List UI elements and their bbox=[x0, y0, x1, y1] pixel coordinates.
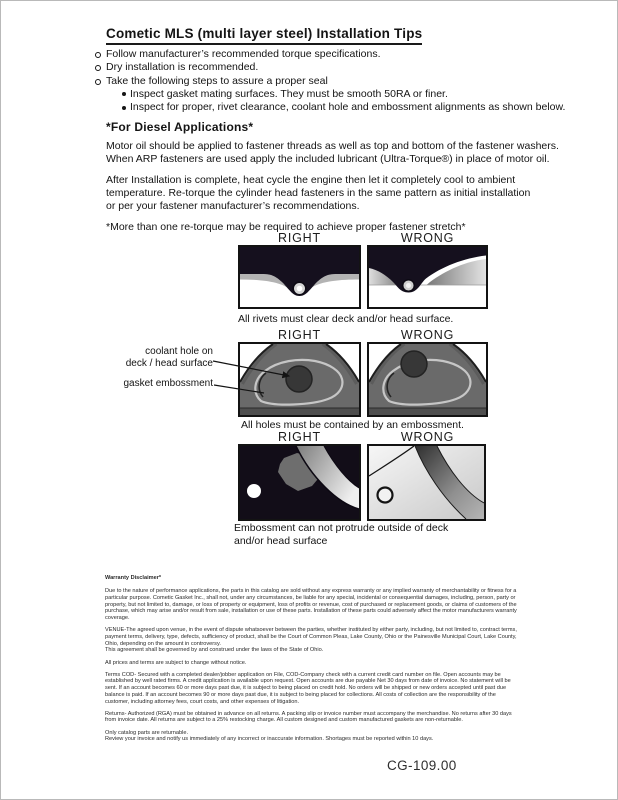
protrusion-wrong-figure bbox=[367, 444, 486, 521]
open-bullet-icon bbox=[95, 65, 101, 71]
diesel-section bbox=[106, 120, 559, 235]
coolant-hole-label: coolant hole on deck / head surface bbox=[125, 346, 213, 369]
open-bullet-icon bbox=[95, 52, 101, 58]
tip-text: Dry installation is recommended. bbox=[106, 61, 259, 74]
warranty-paragraph: All prices and terms are subject to change without notice. bbox=[105, 659, 247, 666]
list-item bbox=[95, 75, 565, 88]
retorque-note: *More than one re-torque may be required to achieve proper fastener stretch* bbox=[106, 221, 466, 234]
wrong-label: WRONG bbox=[400, 430, 455, 444]
paragraph-line: temperature. Re-torque the cylinder head fasteners in the same pattern as initial installation bbox=[106, 186, 531, 199]
list-item bbox=[95, 48, 565, 61]
warranty-paragraph: Only catalog parts are returnable. Review your invoice and notify us immediately of any incorrect or inaccurate information. Shortages must be reported within 10 days. bbox=[105, 729, 434, 743]
paragraph-line: When ARP fasteners are used apply the included lubricant (Ultra-Torque®) in place of motor oil. bbox=[106, 153, 550, 166]
protrusion-right-figure bbox=[238, 444, 361, 521]
paragraph-line: After Installation is complete, heat cycle the engine then let it completely cool to ambient bbox=[106, 173, 516, 186]
embossment-wrong-figure bbox=[367, 342, 488, 417]
list-item bbox=[122, 101, 565, 114]
tip-text: Take the following steps to assure a proper seal bbox=[106, 74, 328, 87]
tip-text: Follow manufacturer’s recommended torque specifications. bbox=[106, 48, 381, 60]
row1-caption: All rivets must clear deck and/or head surface. bbox=[238, 313, 454, 325]
row2-caption: All holes must be contained by an embossment. bbox=[241, 419, 464, 431]
list-item bbox=[95, 61, 565, 74]
tips-list bbox=[95, 48, 565, 114]
hole-outside-diagram bbox=[369, 344, 486, 415]
rivet-touch-diagram bbox=[369, 247, 486, 307]
right-label: RIGHT bbox=[278, 328, 321, 342]
paragraph-line: Motor oil should be applied to fastener threads as well as top and bottom of the fastener washers. bbox=[106, 140, 559, 152]
embossment-inside-diagram bbox=[240, 446, 359, 519]
list-item bbox=[122, 88, 565, 101]
gasket-embossment-label: gasket embossment bbox=[123, 378, 213, 389]
paragraph-line: or per your fastener manufacturer’s recommendations. bbox=[106, 200, 360, 213]
right-label: RIGHT bbox=[278, 430, 321, 444]
right-label: RIGHT bbox=[278, 231, 321, 245]
warranty-paragraph: VENUE-The agreed upon venue, in the event of dispute whatsoever between the parties, whether instituted by either party, including, but not limited to, contract terms, payment terms, delivery, type, defects, sufficiency of product, shall be the Court of Common Pleas, Lake County, Ohio or the Painesville Municipal Court, Lake County, Ohio, depending on the amount in controversy. This agreement shall be governed by and construed under the laws of the State of Ohio. bbox=[105, 627, 517, 654]
warranty-disclaimer bbox=[105, 575, 521, 749]
rivet-clear-diagram bbox=[240, 247, 359, 307]
page-title: Cometic MLS (multi layer steel) Installation Tips bbox=[106, 26, 422, 45]
warranty-paragraph: Due to the nature of performance applications, the parts in this catalog are sold without any express warranty or any implied warranty of merchantability or fitness for a particular purpose. Cometic Gasket Inc., shall not, under any circumstances, be liable for any special, incidental or consequential damages, including, person, party or property, but not limited to, damage, or loss of property or equipment, loss of profits or revenue, cost of purchased or replacement goods, or claims of customers of the purchase, which may arise and/or result from sale, installation or use of these parts. Installation of these parts could adversely affect the motor manufacturers warranty coverage. bbox=[105, 588, 517, 622]
warranty-paragraph: Returns- Authorized (RGA) must be obtained in advance on all returns. A packing slip or invoice number must accompany the merchandise. No returns after 30 days from invoice date. All returns are subject to a 25% restocking charge. All custom designed and custom manufactured gaskets are non-returnable. bbox=[105, 710, 512, 724]
wrong-label: WRONG bbox=[400, 231, 455, 245]
embossment-protrude-diagram bbox=[369, 446, 484, 519]
open-bullet-icon bbox=[95, 79, 101, 85]
callout-leader-lines bbox=[206, 353, 376, 401]
section-heading: *For Diesel Applications* bbox=[106, 120, 254, 134]
row3-caption: Embossment can not protrude outside of deck and/or head surface bbox=[234, 522, 449, 547]
wrong-label: WRONG bbox=[400, 328, 455, 342]
tip-text: Inspect gasket mating surfaces. They must be smooth 50RA or finer. bbox=[130, 87, 448, 100]
rivet-wrong-figure bbox=[367, 245, 488, 309]
filled-bullet-icon bbox=[122, 92, 126, 96]
warranty-heading: Warranty Disclaimer* bbox=[105, 575, 162, 581]
tip-text: Inspect for proper, rivet clearance, coolant hole and embossment alignments as shown below. bbox=[130, 101, 566, 114]
filled-bullet-icon bbox=[122, 106, 126, 110]
document-number: CG-109.00 bbox=[387, 758, 457, 773]
rivet-right-figure bbox=[238, 245, 361, 309]
warranty-paragraph: Terms COD- Secured with a completed dealer/jobber application on File, COD-Company check with a current credit card number on file. Open accounts may be established by well rated firms. A credit application is available upon request. Open accounts are due payable Net 30 days from date of invoice. No statement will be sent. If an account becomes 60 or more days past due, it is subject to being placed on credit hold. No orders will be shipped or new orders accepted until past due balance is paid. If an account becomes 90 or more days past due, it is subject to being placed for collections. All costs of collection are the responsibility of the customer, including attorney fees, court costs, and other expenses of litigation. bbox=[105, 671, 511, 705]
